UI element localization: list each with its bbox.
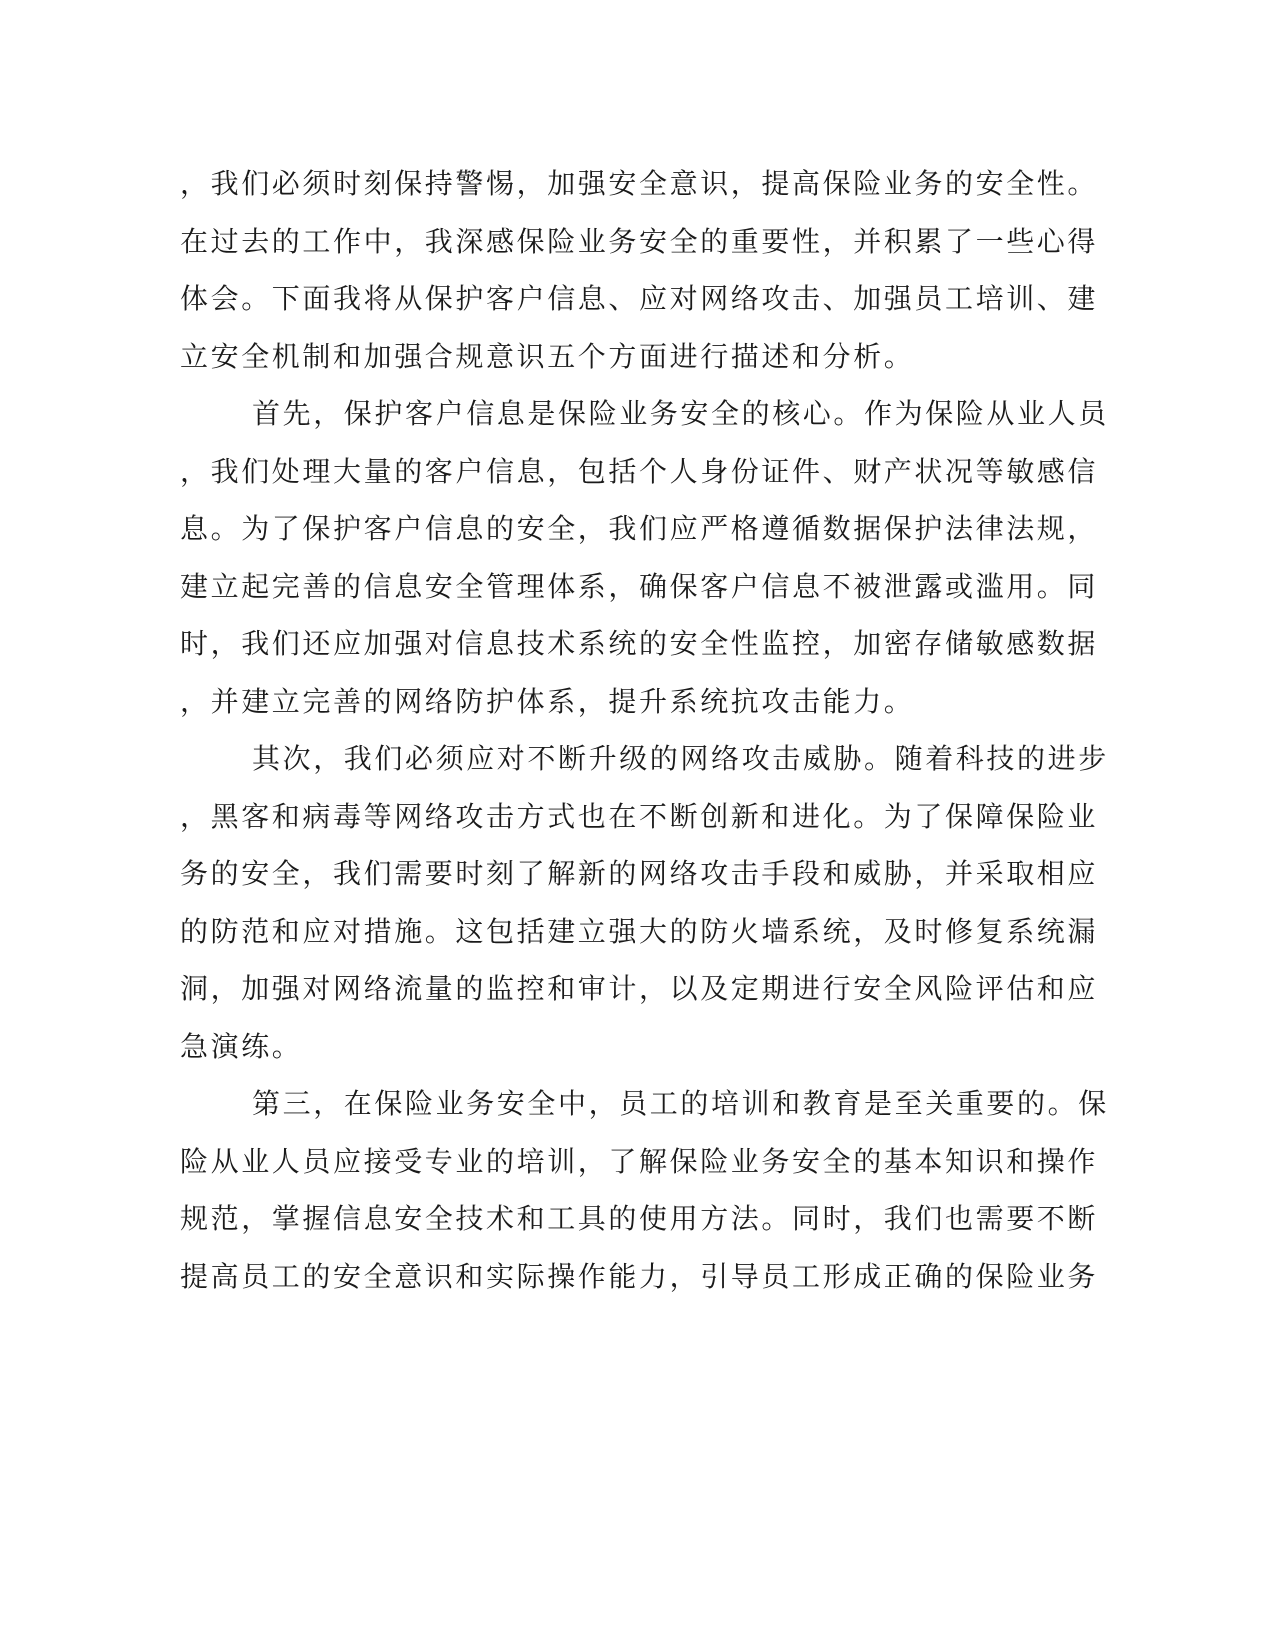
text-line: 息。为了保护客户信息的安全，我们应严格遵循数据保护法律法规，: [180, 512, 1099, 545]
text-line: ，并建立完善的网络防护体系，提升系统抗攻击能力。: [180, 684, 915, 718]
text-line: ，我们处理大量的客户信息，包括个人身份证件、财产状况等敏感信: [180, 454, 1099, 488]
text-line: 的防范和应对措施。这包括建立强大的防火墙系统，及时修复系统漏: [180, 914, 1099, 948]
paragraph-first-line: 首先，保护客户信息是保险业务安全的核心。作为保险从业人员: [252, 397, 1109, 430]
text-line: 洞，加强对网络流量的监控和审计，以及定期进行安全风险评估和应: [180, 972, 1099, 1005]
text-line: 建立起完善的信息安全管理体系，确保客户信息不被泄露或滥用。同: [180, 569, 1099, 603]
text-line: 提高员工的安全意识和实际操作能力，引导员工形成正确的保险业务: [180, 1259, 1099, 1293]
text-line: ，我们必须时刻保持警惕，加强安全意识，提高保险业务的安全性。: [180, 167, 1099, 200]
text-line: ，黑客和病毒等网络攻击方式也在不断创新和进化。为了保障保险业: [180, 799, 1099, 833]
text-line: 在过去的工作中，我深感保险业务安全的重要性，并积累了一些心得: [180, 224, 1099, 258]
text-line: 规范，掌握信息安全技术和工具的使用方法。同时，我们也需要不断: [180, 1202, 1099, 1235]
text-line: 险从业人员应接受专业的培训，了解保险业务安全的基本知识和操作: [180, 1144, 1099, 1178]
document-page: [180, 155, 1109, 1305]
paragraph-first-line: 第三，在保险业务安全中，员工的培训和教育是至关重要的。保: [252, 1087, 1109, 1120]
text-line: 急演练。: [180, 1029, 303, 1063]
text-line: 时，我们还应加强对信息技术系统的安全性监控，加密存储敏感数据: [180, 627, 1099, 660]
text-line: 体会。下面我将从保护客户信息、应对网络攻击、加强员工培训、建: [180, 282, 1099, 315]
text-line: 务的安全，我们需要时刻了解新的网络攻击手段和威胁，并采取相应: [180, 857, 1099, 890]
paragraph-first-line: 其次，我们必须应对不断升级的网络攻击威胁。随着科技的进步: [252, 742, 1109, 775]
text-line: 立安全机制和加强合规意识五个方面进行描述和分析。: [180, 339, 915, 373]
